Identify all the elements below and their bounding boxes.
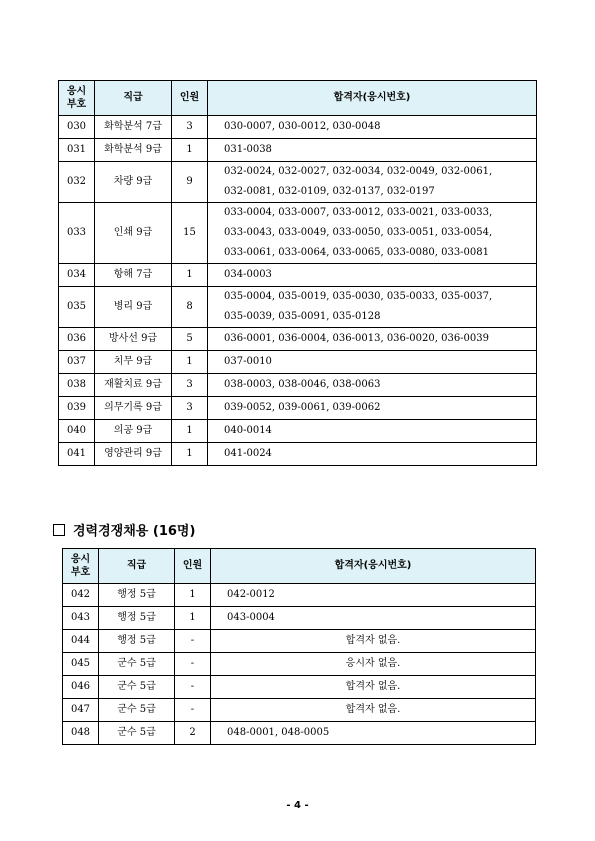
cell-passers xyxy=(208,420,537,443)
header-code-line2: 부호 xyxy=(66,99,87,110)
cell-code: 033 xyxy=(59,203,95,264)
table-row xyxy=(59,420,537,443)
table-row xyxy=(63,676,536,699)
table-1-body xyxy=(59,116,537,466)
cell-passers: 합격자 없음. xyxy=(211,699,536,722)
header-code-line2: 부호 xyxy=(70,567,91,578)
cell-grade: 재활치료 9급 xyxy=(95,374,172,397)
cell-passers: 043-0004 xyxy=(211,607,536,630)
cell-code: 042 xyxy=(63,584,99,607)
header-passers: 합격자(응시번호) xyxy=(211,549,536,584)
cell-code: 043 xyxy=(63,607,99,630)
cell-passers: 합격자 없음. xyxy=(211,630,536,653)
cell-passers xyxy=(208,139,537,162)
cell-code: 044 xyxy=(63,630,99,653)
cell-grade: 행정 5급 xyxy=(99,630,175,653)
passer-line: 039-0052, 039-0061, 039-0062 xyxy=(224,402,381,413)
cell-count: 1 xyxy=(172,443,208,466)
cell-code: 040 xyxy=(59,420,95,443)
cell-code: 030 xyxy=(59,116,95,139)
cell-passers xyxy=(208,328,537,351)
table-row xyxy=(59,374,537,397)
header-grade: 직급 xyxy=(95,81,172,116)
table-row xyxy=(59,443,537,466)
passer-line: 032-0024, 032-0027, 032-0034, 032-0049, 032-0061, xyxy=(224,166,493,177)
cell-passers: 합격자 없음. xyxy=(211,676,536,699)
cell-count: 8 xyxy=(172,287,208,328)
cell-code: 035 xyxy=(59,287,95,328)
cell-grade: 행정 5급 xyxy=(99,607,175,630)
cell-count: - xyxy=(175,676,211,699)
table-row xyxy=(63,722,536,745)
cell-count: 1 xyxy=(172,264,208,287)
cell-grade: 군수 5급 xyxy=(99,676,175,699)
cell-code: 041 xyxy=(59,443,95,466)
passer-line: 031-0038 xyxy=(224,144,272,155)
cell-grade: 행정 5급 xyxy=(99,584,175,607)
page-number: - 4 - xyxy=(286,800,309,811)
passer-line: 035-0039, 035-0091, 035-0128 xyxy=(224,311,381,322)
cell-passers xyxy=(208,203,537,264)
cell-grade: 인쇄 9급 xyxy=(95,203,172,264)
cell-grade: 의공 9급 xyxy=(95,420,172,443)
cell-count: 2 xyxy=(175,722,211,745)
cell-code: 038 xyxy=(59,374,95,397)
cell-passers xyxy=(208,443,537,466)
table-header-row xyxy=(63,549,536,584)
cell-count: 15 xyxy=(172,203,208,264)
header-code-line1: 응시 xyxy=(70,554,91,565)
cell-code: 047 xyxy=(63,699,99,722)
cell-count: - xyxy=(175,630,211,653)
cell-code: 031 xyxy=(59,139,95,162)
passer-line: 037-0010 xyxy=(224,356,272,367)
cell-grade: 군수 5급 xyxy=(99,699,175,722)
cell-passers xyxy=(208,116,537,139)
cell-code: 046 xyxy=(63,676,99,699)
passer-line: 032-0081, 032-0109, 032-0137, 032-0197 xyxy=(224,186,435,197)
results-table-1 xyxy=(58,80,537,466)
cell-count: 5 xyxy=(172,328,208,351)
cell-passers xyxy=(208,351,537,374)
passer-line: 035-0004, 035-0019, 035-0030, 035-0033, 035-0037, xyxy=(224,291,493,302)
cell-code: 048 xyxy=(63,722,99,745)
cell-count: 3 xyxy=(172,397,208,420)
cell-passers xyxy=(208,287,537,328)
cell-grade: 군수 5급 xyxy=(99,722,175,745)
cell-code: 039 xyxy=(59,397,95,420)
cell-count: 1 xyxy=(175,607,211,630)
cell-count: - xyxy=(175,699,211,722)
cell-count: - xyxy=(175,653,211,676)
cell-passers: 응시자 없음. xyxy=(211,653,536,676)
cell-grade: 영양관리 9급 xyxy=(95,443,172,466)
table-row xyxy=(63,653,536,676)
table-row xyxy=(59,264,537,287)
cell-count: 3 xyxy=(172,374,208,397)
cell-passers xyxy=(208,374,537,397)
cell-code: 045 xyxy=(63,653,99,676)
table-row xyxy=(59,351,537,374)
cell-count: 1 xyxy=(172,139,208,162)
cell-passers xyxy=(208,397,537,420)
table-row xyxy=(59,162,537,203)
passer-line: 038-0003, 038-0046, 038-0063 xyxy=(224,379,381,390)
cell-code: 037 xyxy=(59,351,95,374)
table-row xyxy=(63,584,536,607)
table-row xyxy=(63,699,536,722)
cell-code: 036 xyxy=(59,328,95,351)
table-2-body xyxy=(63,584,536,745)
passer-line: 033-0061, 033-0064, 033-0065, 033-0080, 033-0081 xyxy=(224,247,490,258)
cell-grade: 화학분석 7급 xyxy=(95,116,172,139)
cell-count: 3 xyxy=(172,116,208,139)
passer-line: 030-0007, 030-0012, 030-0048 xyxy=(224,121,381,132)
cell-passers xyxy=(208,162,537,203)
cell-count: 9 xyxy=(172,162,208,203)
table-row xyxy=(59,139,537,162)
header-grade: 직급 xyxy=(99,549,175,584)
table-row xyxy=(63,630,536,653)
cell-code: 034 xyxy=(59,264,95,287)
passer-line: 036-0001, 036-0004, 036-0013, 036-0020, 036-0039 xyxy=(224,333,490,344)
header-code xyxy=(59,81,95,116)
table-row xyxy=(59,287,537,328)
table-row xyxy=(59,328,537,351)
section-title-text: 경력경쟁채용 (16명) xyxy=(73,524,196,539)
table-row xyxy=(59,116,537,139)
header-passers: 합격자(응시번호) xyxy=(208,81,537,116)
cell-grade: 군수 5급 xyxy=(99,653,175,676)
header-code-line1: 응시 xyxy=(66,86,87,97)
cell-grade: 방사선 9급 xyxy=(95,328,172,351)
cell-count: 1 xyxy=(172,351,208,374)
cell-grade: 치무 9급 xyxy=(95,351,172,374)
cell-grade: 화학분석 9급 xyxy=(95,139,172,162)
passer-line: 033-0043, 033-0049, 033-0050, 033-0051, 033-0054, xyxy=(224,227,493,238)
cell-grade: 병리 9급 xyxy=(95,287,172,328)
header-count: 인원 xyxy=(172,81,208,116)
cell-passers: 048-0001, 048-0005 xyxy=(211,722,536,745)
cell-code: 032 xyxy=(59,162,95,203)
cell-passers xyxy=(208,264,537,287)
header-count: 인원 xyxy=(175,549,211,584)
cell-count: 1 xyxy=(172,420,208,443)
passer-line: 034-0003 xyxy=(224,269,272,280)
checkbox-square-icon xyxy=(53,524,65,536)
table-row xyxy=(59,203,537,264)
cell-passers: 042-0012 xyxy=(211,584,536,607)
table-row xyxy=(59,397,537,420)
table-header-row xyxy=(59,81,537,116)
cell-grade: 의무기록 9급 xyxy=(95,397,172,420)
section-title xyxy=(53,520,195,539)
passer-line: 041-0024 xyxy=(224,448,272,459)
passer-line: 040-0014 xyxy=(224,425,272,436)
header-code xyxy=(63,549,99,584)
table-row xyxy=(63,607,536,630)
passer-line: 033-0004, 033-0007, 033-0012, 033-0021, 033-0033, xyxy=(224,207,493,218)
cell-grade: 항해 7급 xyxy=(95,264,172,287)
cell-count: 1 xyxy=(175,584,211,607)
cell-grade: 차량 9급 xyxy=(95,162,172,203)
results-table-2 xyxy=(62,548,536,745)
